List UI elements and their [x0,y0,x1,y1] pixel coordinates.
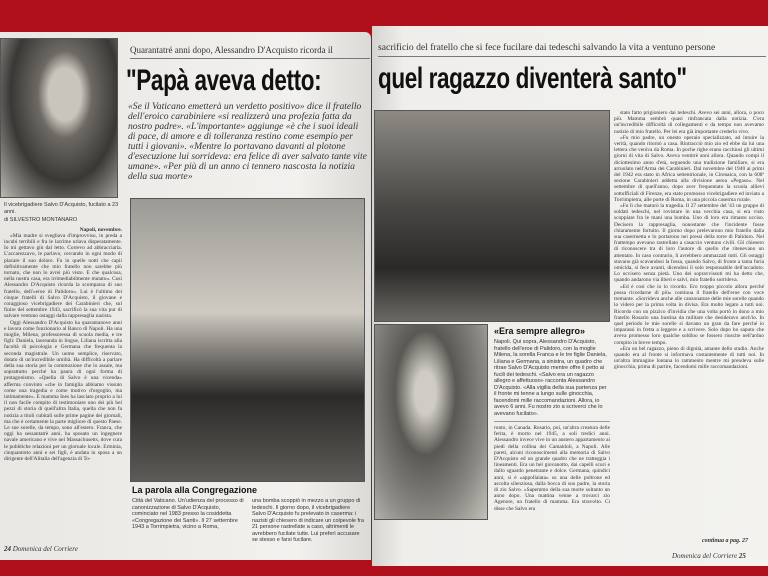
kicker: Quarantatré anni dopo, Alessandro D'Acquisto ricorda il [130,44,370,59]
portrait-caption: Il vicebrigadiere Salvo D'Acquisto, fucilato a 23 anni. [4,202,119,215]
page-footer [4,545,78,553]
deck: «Se il Vaticano emetterà un verdetto positivo» dice il fratello dell'eroico carabiniere «si realizzerà una profezia fatta da nostro padre». «L'importante» aggiunge «è che i suoi ideali di pace, di amore e di tolleranza restino come esempio per tutti i giovani». «Mentre lo portavano davanti al plotone d'esecuzione lui sorrideva: era felice di aver salvato tante vite umane». «Per più di un anno ci tennero nascosta la notizia della sua morte» [128,101,367,182]
paragraph: «Mia madre si svegliava d'improvviso, in preda a incubi terribili e fra le lacrime urlava disperatamente. Io mi gettavo giù dal letto. Correvo ad abbracciarla. L'accarezzavo, le parlavo, cercando in ogni modo di placare il suo dolore. Fu in quelle notti che capii definitivamente che mio fratello non sarebbe più tornato, che non lo avrei più visto. E che qualcosa, nella nostra casa, era irrimediabilmente mutato». Così Alessandro D'Acquisto ricorda la scomparsa di suo fratello, dell'«eroe di Palidoro». Lui è l'ultimo dei cinque fratelli di Salvo D'Acquisto, il giovane e coraggioso vicebrigadiere dei Carabinieri che, sul finire del settembre 1943, sacrificò la sua vita pur di salvare ventuno ostaggi dalla rappresaglia nazista. [4,232,122,320]
page-number: 24 [4,545,11,553]
article-column [4,202,122,462]
magazine-name: Domenica del Corriere [12,545,78,553]
page-footer [672,552,746,560]
box-heading: «Era sempre allegro» [494,326,586,336]
mid-column: ronto, in Canada. Rosario, poi, un'altra creatura delle ferita, è morto nel 1945, a soli tredici anni. Alessandro invece vive in un austero appartamento ai piedi della collina dei Camaldoli, a Napoli. Alle pareti, alcuni riconoscimenti alla memoria di Salvo D'Acquisto ed un grande quadro che ne tratteggia i lineamenti. Era un bel giovanotto, dai capelli scuri e dallo sguardo penetrante e dolce. Germana, quindici anni, si è «appollaiata» su una delle poltrone ed ascolta silenziosa, dalla bocca di suo padre, la storia di zio Salvo. «Sapemmo della sua morte soltanto un anno dopo. Una mattina venne a trovarci zio Agenore, un fratello di mamma. Era stravolto. Ci disse che Salvo era [494,421,610,512]
right-page [372,26,768,566]
paragraph: «Ed è così che io lo ricordo. Ero troppo piccolo allora perché possa ricordarne di più» continua il fratello dell'eroe con voce tremante. «Sorrideva anche alle canzonature delle mie sorelle quando lo videro per la prima volta in divisa. Era molto legato a tutti noi. Ricordo con un pizzico d'invidia che una volta portò in dono a mio fratello Rosario una bustina da militare che desideravo anch'io. In quel periodo le mie sorelle si davano un gran da fare perché io imparassi in fretta a leggere e a scrivere. Solo dopo ho saputo che aveva promesso loro qualche soldino se fossero riuscite nell'arduo compito in breve tempo. [614,283,764,346]
dateline: Napoli, novembre. [79,226,122,233]
sidebar-box [494,326,610,512]
paragraph: stato fatto prigioniero dai tedeschi. Avevo sei anni, allora, o poco più. Mamma sembrò quasi rinfrancata dalla notizia. C'era un'incredibile difficoltà di collegamenti e da tempo non avevamo notizie di mio fratello. Per lei era già importante crederlo vivo. [614,110,764,135]
article-body [4,227,122,463]
paragraph: «Era un bel ragazzo, pieno di dignità, amante dello studio. Anche quando era al fronte si informava costantemente di tutti noi. In un'altra immagine lontana lo rammento mentre mi prendeva sulle ginocchia, prima di partire, facendomi mille raccomandazioni. [614,345,764,371]
continued-note: continua a pag. 27 [702,538,749,544]
headline: "Papà aveva detto: [126,64,322,97]
right-column [614,110,764,371]
congregation-photo [130,198,365,482]
photo-caption: una bomba scoppiò in mezzo a un gruppo di tedeschi. Il giorno dopo, il vicebrigadiere Salvo D'Acquisto fu prelevato in caserma: i nazisti gli chiesero di indicare un colpevole fra 21 persone rastrellate a caso, altrimenti le avrebbero fucilate tutte. Lui preferì accusare se stesso e farsi fucilare. [252,498,364,543]
photo-caption: Città del Vaticano. Un'udienza del processo di canonizzazione di Salvo D'Acquisto, cominciato nel 1983 presso la cosiddetta «Congregazione dei Santi». Il 27 settembre 1943 a Torrimpietra, vicino a Roma, [132,498,244,530]
paragraph: «Fu lì che maturò la tragedia. Il 27 settembre del '43 un gruppo di soldati tedeschi, nel rovistare in una vecchia casa, si era visto scoppiare fra le mani una bomba. Uno di loro era rimasto ucciso. Decisero la rappresaglia, nonostante che l'incidente fosse chiaramente fortuito. Il giorno dopo prelevarono mio fratello dalla sua casermetta e lo portarono nei pressi della torre di Palidoro. Nel frattempo avevano rastrellato a casaccio ventuno civili. Gli chiesero di riconoscere tra di loro l'autore di quello che ritenevano un attentato. In caso contrario, li avrebbero ammazzati tutti. Gli ostaggi stavano già scavandosi la fossa, quando Salvo, di fronte a tanta furia omicida, si fece avanti, dicendosi il solo responsabile dell'accaduto. Lo uccisero senza pietà. Uno dei sopravvissuti mi ha detto che, quando andarono via liberi e salvi, mio fratello sorrideva. [614,203,764,284]
family-photo [374,110,610,322]
kicker: sacrificio del fratello che si fece fucilare dai tedeschi salvando la vita a ventuno persone [378,42,766,57]
magazine-name: Domenica del Corriere [672,552,738,560]
paragraph: «Fu mio padre, un onesto operaio specializzato, ad intuire la verità, quando ritornò a casa. Rintracciò mio zio ed ebbe da lui una lettera che veniva da Roma. In poche righe erano racchiusi gli ultimi giorni di vita di Salvo. Aveva ventitrè anni allora. Quando compì il diciottesimo anno d'età, seguendo una tradizione familiare, si era arruolato nell'Arma dei Carabinieri. Dal novembre del 1940 ai primi del 1942 era stato in Africa settentrionale, in Cirenaica, con la 608ª sezione Carabinieri addetta alla divisione aerea «Pegaso». Nel settembre di quell'anno, dopo aver frequentato la scuola allievi sottufficiali di Firenze, era stato promosso vicebrigadiere ed inviato a Torrimpietra, alle porte di Roma, in una piccola caserma rurale. [614,134,764,203]
painting-photo [374,324,488,520]
photo-heading: La parola alla Congregazione [132,485,258,495]
paragraph: Oggi Alessandro D'Acquisto ha quarantanove anni e lavora come funzionario al Banco di Napoli. Ha una moglie, Milena, professoressa di scuola media, e tre figli: Daniela, laureanda in lingue, Liliana iscritta alla facoltà di psicologia e Germana che frequenta la seconda magistrale. Un uomo semplice, riservato, dotato di un'incredibile umiltà. Ha difficoltà a parlare della sua storia per la commozione che lo assale, ma soprattutto perché ha paura di ogni forma di protagonismo. «Quella di Salvo è una vicenda» afferma convinto «che in famiglia abbiamo vissuto come una tragedia e come motivo d'orgoglio, ma intimamente». E mamma Ines ha lasciato proprio a lui il non facile compito di testimoniare uno dei più bei pezzi di storia di quell'altra Italia, quella che non fa notizia a titoli cubitali sulle prime pagine dei giornali, ma che è certamente la parte migliore di questo Paese. Le sue sorelle, da tempo, sono all'estero. Franca, che oggi ha sessantatrè anni, ha sposato un ingegnere navale americano e vive nel Massachusetts, dove cura le pubbliche relazioni per un giornale locale. Erminia, cinquantotto anni e sei figli, è andata in sposa a un dirigente dell'Alitalia dell'agenzia di To- [4,319,122,463]
byline: di SILVESTRO MONTANARO [4,217,78,223]
portrait-photo [0,38,118,198]
page-number: 25 [738,552,746,560]
box-caption: Napoli. Qui sopra, Alessandro D'Acquisto, fratello dell'eroe di Palidoro, con la moglie Milena, la sorella Franca e le tre figlie Daniela, Liliana e Germana, a sinistra, un quadro che ritrae Salvo D'Acquisto mentre offre il petto ai fucili dei tedeschi. «Salvo era un ragazzo allegro e affettuoso» racconta Alessandro D'Acquisto. «Alla vigilia della sua partenza per il fronte mi tenne a lungo sulle ginocchia, facendomi mille raccomandazioni. Allora, io avevo 6 anni. Fu nostro zio a scriverci che lo avevano fucilato». [494,339,607,417]
headline: quel ragazzo diventerà santo" [378,62,687,95]
left-page [0,32,371,560]
